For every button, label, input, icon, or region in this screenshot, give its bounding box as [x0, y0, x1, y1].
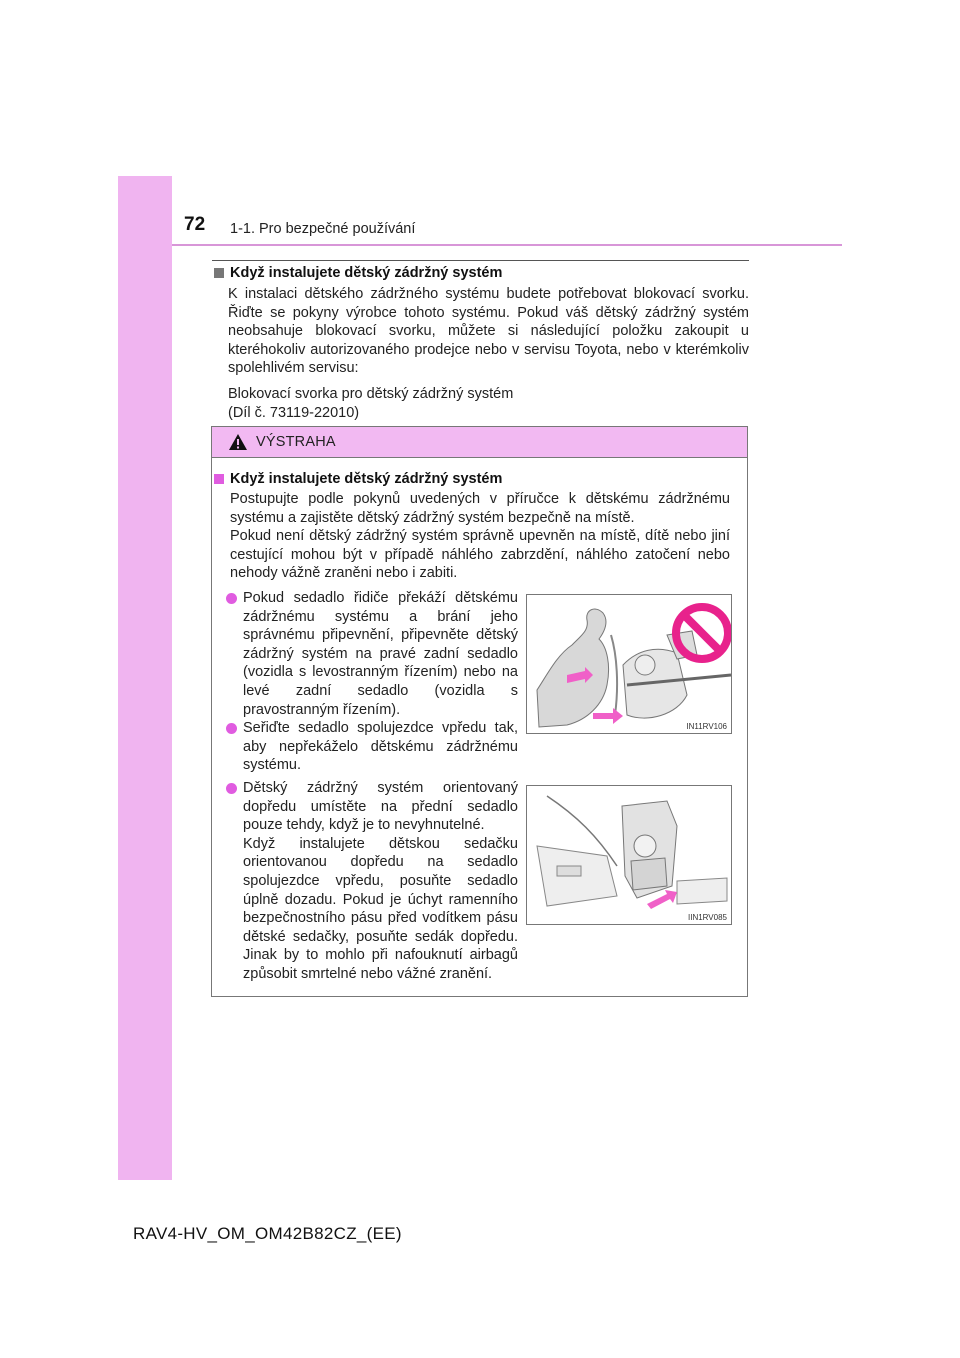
section-title: 1-1. Pro bezpečné používání — [230, 221, 416, 237]
warning-bullet-3 — [226, 779, 518, 984]
warning-bullet-1 — [226, 589, 518, 719]
intro-heading-text: Když instalujete dětský zádržný systém — [230, 265, 503, 281]
warning-content — [212, 471, 747, 583]
intro-paragraph: K instalaci dětského zádržného systému budete potřebovat blokovací svorku. Řiďte se pokyny výrobce tohoto systému. Pokud váš dětský zádržný systém neobsahuje blokovací svorku, můžete si následující položku zakoupit u kteréhokoliv autorizovaného prodejce nebo v servisu Toyota, nebo v kterémkoliv spolehlivém servisu: — [228, 286, 749, 377]
bullet-dot-icon — [226, 783, 237, 794]
page-number: 72 — [184, 214, 206, 235]
figure-code: IN11RV106 — [686, 722, 727, 731]
rear-child-seat-illustration — [527, 595, 731, 733]
warning-triangle-icon — [228, 433, 248, 451]
warning-bullet-2 — [226, 719, 518, 775]
warning-paragraph-2: Pokud není dětský zádržný systém správně upevněn na místě, dítě nebo jiní cestující mohou být v případě náhlého zabrzdění, náhlého zatočení nebo nehody vážně zraněni nebo i zabiti. — [230, 528, 730, 582]
warning-heading — [212, 471, 747, 487]
document-code-footer: RAV4-HV_OM_OM42B82CZ_(EE) — [133, 1224, 402, 1243]
square-bullet-icon — [214, 268, 224, 278]
warning-box — [211, 426, 748, 997]
warning-title: VÝSTRAHA — [256, 434, 336, 450]
warning-header — [212, 427, 747, 458]
bullet-dot-icon — [226, 593, 237, 604]
bullet-text: Dětský zádržný systém orientovaný dopředu umístěte na přední sedadlo pouze tehdy, když je to nevyhnutelné. Když instalujete dětskou sedačku orientovanou dopředu na sedadlo spolujezdce vpředu, posuňte sedadlo úplně dozadu. Pokud je úchyt ramenního bezpečnostního pásu před vodítkem pásu dětské sedačky, posuňte sedák dopředu. Jinak by to mohlo při nafouknutí airbagů způsobit smrtelné nebo vážné zranění. — [243, 780, 518, 982]
bullet-text: Pokud sedadlo řidiče překáží dětskému zádržnému systému a brání jeho správnému připevnění, připevněte dětský zádržný systém na pravé zadní sedadlo (vozidla s levostranným řízením) nebo na levé zadní sedadlo (vozidla s pravostranným řízením). — [243, 590, 518, 718]
part-name-line: Blokovací svorka pro dětský zádržný systém — [228, 385, 514, 402]
content-top-rule — [212, 260, 749, 261]
square-bullet-icon — [214, 474, 224, 484]
header-divider — [172, 244, 842, 246]
part-number-line: (Díl č. 73119-22010) — [228, 404, 360, 421]
warning-heading-text: Když instalujete dětský zádržný systém — [230, 471, 503, 487]
figure-seat-interference — [526, 594, 732, 734]
intro-heading — [212, 265, 749, 281]
bullet-text: Seřiďte sedadlo spolujezdce vpředu tak, aby nepřekáželo dětskému zádržnému systému. — [243, 720, 518, 774]
bullet-dot-icon — [226, 723, 237, 734]
figure-code: IIN1RV085 — [688, 913, 727, 922]
front-child-seat-illustration — [527, 786, 731, 924]
figure-front-seat — [526, 785, 732, 925]
warning-paragraph: Postupujte podle pokynů uvedených v příručce k dětskému zádržnému systému a zajistěte dětský zádržný systém bezpečně na místě. — [230, 491, 730, 526]
intro-section — [212, 265, 749, 422]
chapter-sidebar-tab — [118, 176, 172, 1180]
